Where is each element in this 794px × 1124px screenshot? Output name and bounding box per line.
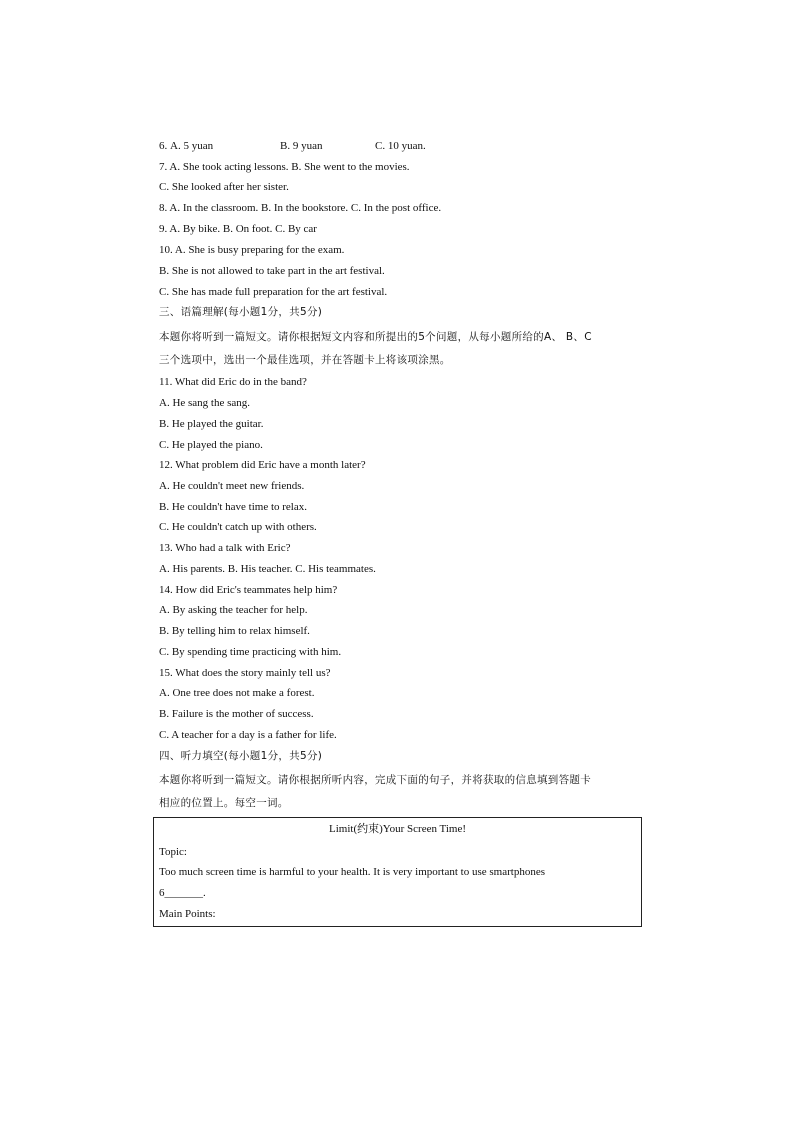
question-11-option-b: B. He played the guitar. xyxy=(159,418,264,430)
question-12-option-b: B. He couldn't have time to relax. xyxy=(159,501,307,513)
question-12-option-a: A. He couldn't meet new friends. xyxy=(159,480,305,492)
question-13: 13. Who had a talk with Eric? xyxy=(159,542,291,554)
question-10-option-c: C. She has made full preparation for the art festival. xyxy=(159,286,388,298)
question-15-option-a: A. One tree does not make a forest. xyxy=(159,687,315,699)
question-12: 12. What problem did Eric have a month later? xyxy=(159,459,366,471)
question-15: 15. What does the story mainly tell us? xyxy=(159,667,331,679)
listening-notes-table xyxy=(153,817,642,927)
question-15-option-b: B. Failure is the mother of success. xyxy=(159,708,314,720)
question-11-option-c: C. He played the piano. xyxy=(159,439,263,451)
question-10-option-a: 10. A. She is busy preparing for the exam. xyxy=(159,244,345,256)
question-6 xyxy=(159,139,426,153)
section3-heading: 三、语篇理解(每小题1分，共5分) xyxy=(159,306,323,318)
question-8: 8. A. In the classroom. B. In the bookstore. C. In the post office. xyxy=(159,202,442,214)
question-7-line1: 7. A. She took acting lessons. B. She went to the movies. xyxy=(159,161,410,173)
question-14-option-c: C. By spending time practicing with him. xyxy=(159,646,342,658)
answer-blank-6: 6_______. xyxy=(159,887,206,899)
section4-instruction-line1: 本题你将听到一篇短文。请你根据所听内容，完成下面的句子，并将获取的信息填到答题卡 xyxy=(159,774,591,786)
topic-text: Too much screen time is harmful to your health. It is very important to use smartphones xyxy=(159,866,545,878)
question-15-option-c: C. A teacher for a day is a father for life. xyxy=(159,729,337,741)
question-12-option-c: C. He couldn't catch up with others. xyxy=(159,521,317,533)
q6-option-a: A. 5 yuan xyxy=(170,140,214,152)
section4-instruction-line2: 相应的位置上。每空一词。 xyxy=(159,797,289,809)
q6-number: 6. xyxy=(159,140,168,152)
section4-heading: 四、听力填空(每小题1分，共5分) xyxy=(159,750,323,762)
main-points-label: Main Points: xyxy=(159,908,216,920)
topic-label: Topic: xyxy=(159,846,187,858)
question-13-options: A. His parents. B. His teacher. C. His teammates. xyxy=(159,563,376,575)
question-14: 14. How did Eric's teammates help him? xyxy=(159,584,338,596)
question-10-option-b: B. She is not allowed to take part in the art festival. xyxy=(159,265,385,277)
question-14-option-b: B. By telling him to relax himself. xyxy=(159,625,310,637)
q6-option-b: B. 9 yuan xyxy=(280,140,323,152)
question-11: 11. What did Eric do in the band? xyxy=(159,376,307,388)
question-14-option-a: A. By asking the teacher for help. xyxy=(159,604,308,616)
notes-table-title: Limit(约束)Your Screen Time! xyxy=(329,823,466,835)
question-11-option-a: A. He sang the sang. xyxy=(159,397,251,409)
section3-instruction-line1: 本题你将听到一篇短文。请你根据短文内容和所提出的5个问题，从每小题所给的A、 B、C xyxy=(159,331,592,343)
question-9: 9. A. By bike. B. On foot. C. By car xyxy=(159,223,317,235)
question-7-option-c: C. She looked after her sister. xyxy=(159,181,289,193)
section3-instruction-line2: 三个选项中，选出一个最佳选项，并在答题卡上将该项涂黑。 xyxy=(159,354,451,366)
q6-option-c: C. 10 yuan. xyxy=(375,140,426,152)
